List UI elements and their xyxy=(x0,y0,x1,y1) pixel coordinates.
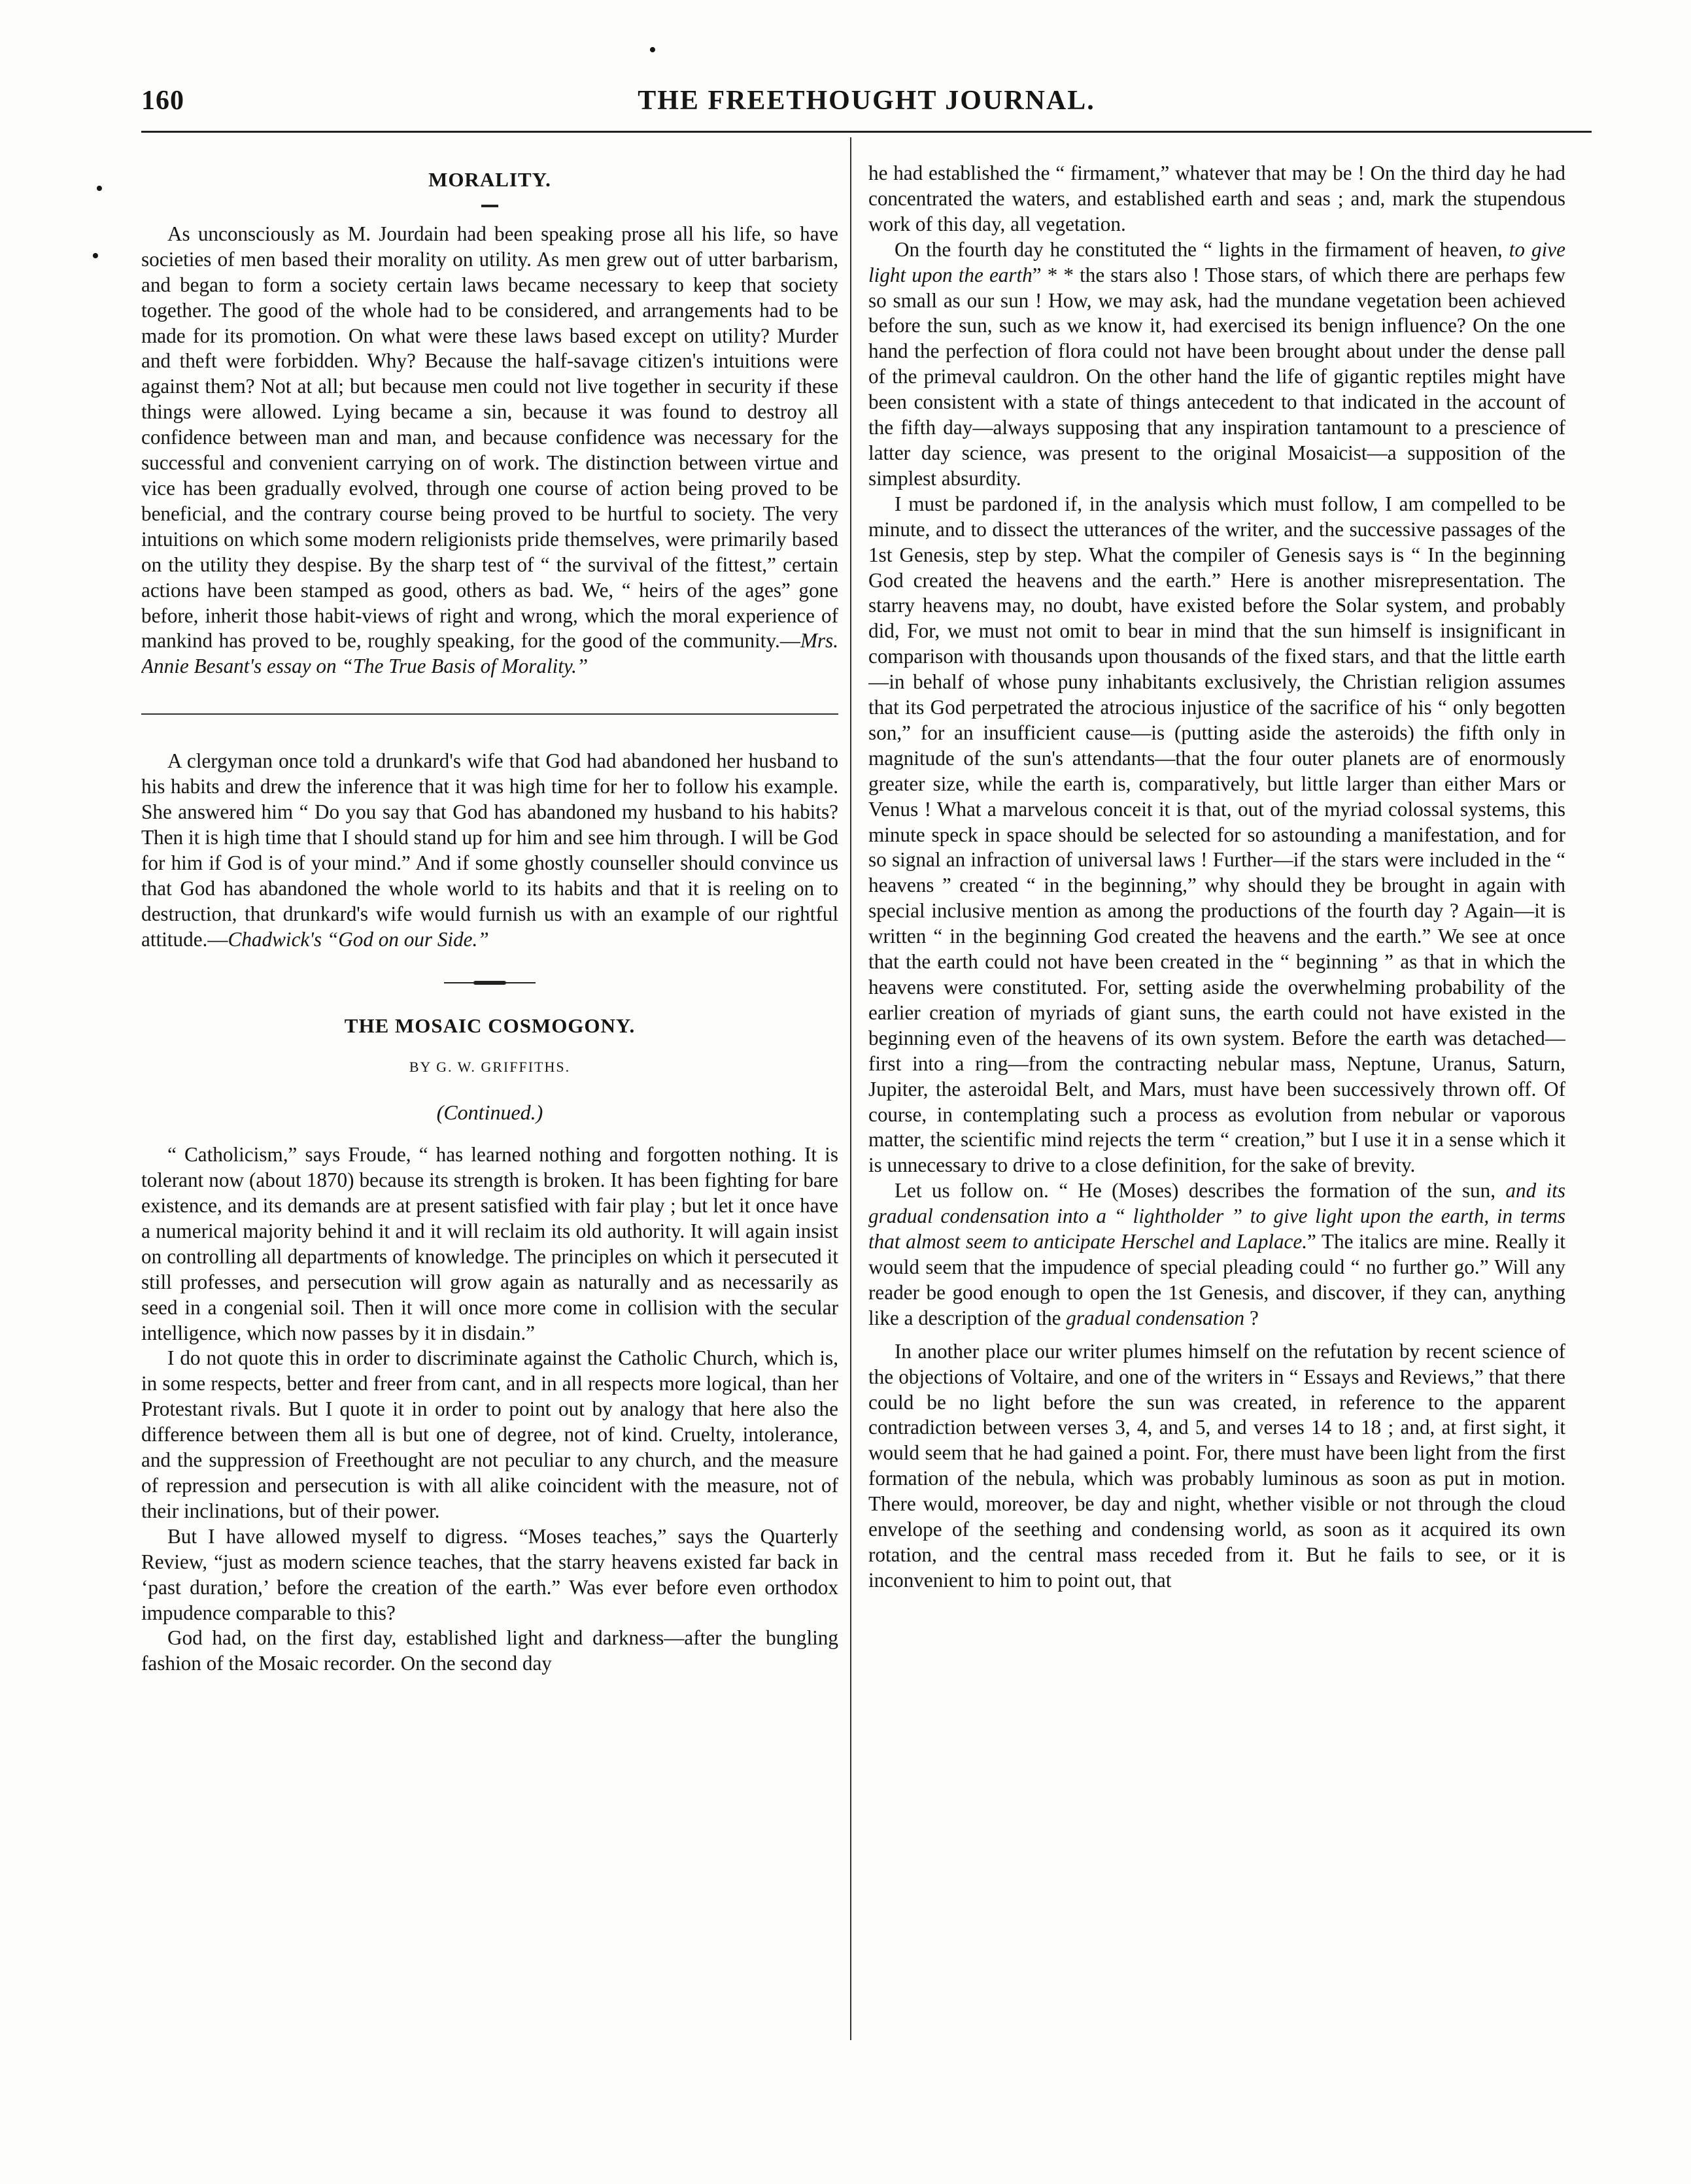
morality-body: As unconsciously as M. Jourdain had been speaking prose all his life, so have societies of men based their morality on utility. As men grew out of utter barbarism, and began to form a society certain laws became necessary to keep that society together. The good of the whole had to be considered, and arrangements had to be made for its promotion. On what were these laws based except on utility? Murder and theft were forbidden. Why? Because the half-savage citizen's intuitions were against them? Not at all; but because men could not live together in security if these things were allowed. Lying became a sin, because it was found to destroy all confidence between man and man, and because confidence was necessary for the successful and convenient carrying on of work. The distinction between virtue and vice has been gradually evolved, through one course of action being proved to be beneficial, and the contrary course being proved to be hurtful to society. The very intuitions on which some modern religionists pride themselves, were primarily based on the utility they despise. By the sharp test of “ the survival of the fittest,” certain actions have been stamped as good, others as bad. We, “ heirs of the ages” gone before, inherit those habit-views of right and wrong, which the moral experience of mankind has proved to be, roughly speaking, for the good of the community.— xyxy=(141,222,838,653)
morality-text xyxy=(141,222,838,679)
morality-credit: Mrs. Annie Besant's essay on “The True Basis of Morality.” xyxy=(141,629,838,678)
cosmogony-paragraph: I must be pardoned if, in the analysis which must follow, I am compelled to be minute, and to dissect the utterances of the writer, and the successive passages of the 1st Genesis, step by step. What the compiler of Genesis says is “ In the beginning God created the heavens and the earth.” Here is another misrepresentation. The starry heavens may, no doubt, have existed before the Solar system, and probably did, For, we must not omit to bear in mind that the sun himself is insignificant in comparison with thousands upon thousands of the fixed stars, and that the little earth—in behalf of whose puny inhabitants exclusively, the Christian religion assumes that its God perpetrated the atrocious injustice of the sacrifice of his “ only begotten son,” for an insufficient cause—is (putting aside the asteroids) the fifth only in magnitude of the sun's attendants—that the four outer planets are of enormously greater size, while the earth is, comparatively, but little larger than either Mars or Venus ! What a marvelous conceit it is that, out of the myriad colossal systems, this minute speck in space should be selected for so astounding a manifestation, and for so signal an infraction of universal laws ! Further—if the stars were included in the “ heavens ” created “ in the beginning,” why should they be brought in again with special inclusive mention as among the productions of the fourth day ? Again—it is written “ in the beginning God created the heavens and the earth.” We see at once that the earth could not have been created in the “ beginning ” as that in which the heavens were constituted. For, setting aside the overwhelming probability of the earlier creation of myriads of giant suns, the earth could not have existed in the beginning even of the heavens of its own system. Before the earth was detached—first into a ring—from the contracting nebular mass, Neptune, Uranus, Saturn, Jupiter, the asteroidal Belt, and Mars, must have been successively thrown off. Of course, in contemplating such a process as evolution from nebular or vaporous matter, the scientific mind rejects the term “ creation,” but I use it in a sense which it is unnecessary to drive to a close definition, for the sake of brevity. xyxy=(868,492,1565,1177)
text-run: ” * * the stars also ! Those stars, of which there are perhaps few so small as our sun ! How, we may ask, had the mundane vegetation been achieved before the sun, such as we know it, had exercised its benign influence? On the one hand the perfection of flora could not have been brought about under the dense pall of the primeval cauldron. On the other hand the life of gigantic reptiles might have been consistent with a state of things antecedent to that indicated in the account of the fifth day—always supposing that any inspiration tantamount to a prescience of latter day science, was present to the original Mosaicist—a supposition of the simplest absurdity. xyxy=(868,263,1565,490)
cosmogony-paragraph: But I have allowed myself to digress. “Moses teaches,” says the Quarterly Review, “just as modern science teaches, that the starry heavens existed far back in ‘past duration,’ before the creation of the earth.” Was ever before even orthodox impudence comparable to this? xyxy=(141,1524,838,1624)
margin-dot: • xyxy=(92,244,99,268)
page-speck: • xyxy=(649,38,657,62)
cosmogony-paragraph: God had, on the first day, established light and darkness—after the bungling fashion of the Mosaic recorder. On the second day xyxy=(141,1626,838,1675)
morality-heading: MORALITY. xyxy=(428,168,551,191)
cosmogony-paragraph xyxy=(868,237,1565,492)
clergyman-body: A clergyman once told a drunkard's wife that God had abandoned her husband to his habits and drew the inference that it was high time for her to follow his example. She answered him “ Do you say that God has abandoned my husband to his habits? Then it is high time that I should stand up for him and see him through. I will be God for him if God is of your mind.” And if some ghostly counseller should convince us that God has abandoned the whole world to its habits and that it is reeling on to destruction, that drunkard's wife would furnish us with an example of our rightful attitude.— xyxy=(141,749,838,951)
italic-run: and its gradual condensation into a “ lightholder ” to give light upon the earth, in terms that almost seem to anticipate Herschel and Laplace. xyxy=(868,1179,1565,1254)
column-divider xyxy=(850,137,851,2040)
header-rule xyxy=(141,131,1592,133)
cosmogony-paragraph xyxy=(868,1178,1565,1331)
page-number: 160 xyxy=(141,86,184,116)
cosmogony-paragraph: “ Catholicism,” says Froude, “ has learned nothing and forgotten nothing. It is tolerant now (about 1870) because its strength is broken. It has been fighting for bare existence, and its demands are at present satisfied with fair play ; but let it once have a numerical majority behind it and it will reclaim its old authority. It will again insist on controlling all departments of knowledge. The principles on which it persecuted it still professes, and persecution will grow again as naturally and as necessarily as seed in a congenial soil. Then it will once more come in collision with the secular intelligence, which now passes by it in disdain.” xyxy=(141,1143,838,1344)
text-run: ? xyxy=(1244,1306,1259,1329)
cosmogony-paragraph: I do not quote this in order to discriminate against the Catholic Church, which is, in some respects, better and freer from cant, and in all respects more logical, than her Protestant rivals. But I quote it in order to point out by analogy that here also the difference between them all is but one of degree, not of kind. Cruelty, intolerance, and the suppression of Freethought are not peculiar to any church, and the measure of repression and persecution is with all alike coincident with the measure, not of their inclinations, but of their power. xyxy=(141,1346,838,1522)
text-run: Let us follow on. “ He (Moses) describes the formation of the sun, xyxy=(895,1179,1506,1203)
text-run: ” The italics are mine. Really it would seem that the impudence of special pleading could “ no further go.” Will any reader be good enough to open the 1st Genesis, and discover, if they can, anything like a description of the xyxy=(868,1230,1565,1329)
italic-run: gradual condensation xyxy=(1066,1306,1245,1329)
cosmogony-heading: THE MOSAIC COSMOGONY. xyxy=(344,1014,636,1038)
right-column xyxy=(868,161,1565,2057)
continued-label: (Continued.) xyxy=(436,1101,543,1125)
cosmogony-paragraph: In another place our writer plumes himself on the refutation by recent science of the objections of Voltaire, and one of the writers in “ Essays and Reviews,” that there could be no light before the sun was created, in reference to the apparent contradiction between verses 3, 4, and 5, and verses 14 to 18 ; and, at first sight, it would seem that he had gained a point. For, there must have been light from the first formation of the nebula, which was probably luminous as soon as put in motion. There would, moreover, be day and night, whether visible or not through the cloud envelope of the seething and condensing world, as soon as it acquired its own rotation, and the central mass receded from it. But he fails to see, or it is inconvenient to him to point out, that xyxy=(868,1339,1565,1592)
italic-run: to give light upon the earth xyxy=(868,237,1565,286)
clergyman-text xyxy=(141,749,838,952)
journal-title: THE FREETHOUGHT JOURNAL. xyxy=(638,86,1095,116)
page-header xyxy=(141,85,1592,122)
cosmogony-paragraph: he had established the “ firmament,” whatever that may be ! On the third day he had concentrated the waters, and established earth and seas ; and, mark the stupendous work of this day, all vegetation. xyxy=(868,162,1565,235)
text-run: On the fourth day he constituted the “ lights in the firmament of heaven, xyxy=(895,237,1509,261)
margin-dot: • xyxy=(95,177,103,201)
section-ornament xyxy=(444,981,536,985)
section-rule xyxy=(141,713,838,715)
clergyman-credit: Chadwick's “God on our Side.” xyxy=(228,927,489,951)
heading-ornament xyxy=(481,205,498,207)
left-column xyxy=(141,162,838,2058)
paragraph-gap xyxy=(868,1331,1565,1339)
author-byline: BY G. W. GRIFFITHS. xyxy=(409,1059,571,1076)
